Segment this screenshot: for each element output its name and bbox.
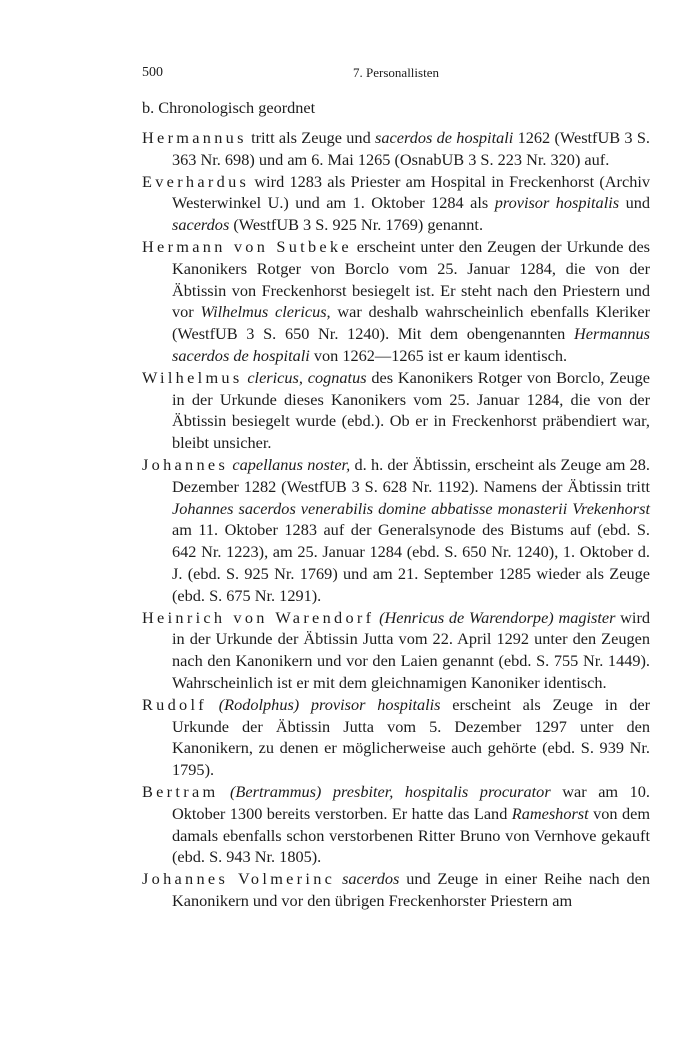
entry-text: war deshalb wahrscheinlich ebenfalls Kleriker (WestfUB 3 S. 650 Nr. 1240). Mit dem obengenannten: [172, 302, 650, 344]
entry-name: Johannes: [142, 454, 229, 474]
entry-name: Hermann von Sutbeke: [142, 236, 352, 256]
entry-text: erscheint unter den Zeugen der Urkunde des Kanonikers Rotger von Borclo vom 25. Januar 1284, die von der Äbtissin von Freckenhorst besiegelt ist. Er steht nach den Priestern und vor: [172, 236, 651, 322]
entry-text: wird in der Urkunde der Äbtissin Jutta vom 22. April 1292 unter den Zeugen nach den Kanonikern und vor den Laien genannt (ebd. S. 755 Nr. 1449). Wahrscheinlich ist er mit dem gleichnamigen Kanoniker identisch.: [172, 607, 651, 692]
entry-text: wird 1283 als Priester am Hospital in Freckenhorst (Archiv Westerwinkel U.) und am 1. Oktober 1284 als: [172, 171, 650, 213]
entry-latin: sacerdos: [172, 215, 230, 235]
entry-latin: capellanus noster,: [232, 454, 351, 474]
entry-wilhelmus: [142, 367, 650, 454]
entry-text: war am 10. Oktober 1300 bereits verstorben. Er hatte das Land: [172, 781, 650, 823]
entry-latin: (Bertrammus) presbiter, hospitalis procurator: [230, 781, 551, 801]
entry-name: Hermannus: [142, 128, 247, 147]
entry-name: Rudolf: [142, 694, 208, 714]
entry-latin: Rameshorst: [511, 803, 589, 823]
running-title: 7. Personallisten: [353, 65, 439, 80]
entry-latin: Hermannus sacerdos de hospitali: [172, 324, 650, 365]
entry-rudolf: [142, 694, 650, 781]
entry-latin: (Rodolphus) provisor hospitalis: [218, 694, 441, 714]
entry-name: Heinrich von Warendorf: [142, 607, 375, 627]
entry-text: am 11. Oktober 1283 auf der Generalsynode des Bistums auf (ebd. S. 642 Nr. 1223), am 25. Januar 1284 (ebd. S. 650 Nr. 1240), 1. Oktober d. J. (ebd. S. 925 Nr. 1769) und am 21. September 1285 wieder als Zeuge (ebd. S. 675 Nr. 1291).: [172, 520, 650, 605]
entry-latin: (Henricus de Warendorpe) magister: [379, 607, 616, 627]
entry-name: Johannes Volmerinc: [142, 869, 336, 889]
entry-list: [142, 127, 650, 912]
entry-text: [218, 782, 230, 801]
entry-text: von dem damals ebenfalls schon verstorbenen Ritter Bruno von Vernhove gekauft (ebd. S. 943 Nr. 1805).: [172, 803, 651, 867]
entry-text: 1262 (WestfUB 3 S. 363 Nr. 698) und am 6. Mai 1265 (OsnabUB 3 S. 223 Nr. 320) auf.: [172, 128, 650, 169]
entry-latin: clericus, cognatus: [247, 367, 367, 387]
entry-text: erscheint als Zeuge in der Urkunde der Äbtissin Jutta vom 5. Dezember 1297 unter den Kanonikern, zu denen er möglicherweise auch gehörte (ebd. S. 939 Nr. 1795).: [172, 694, 650, 780]
entry-hermannus: [142, 127, 650, 171]
entry-latin: Wilhelmus clericus,: [200, 302, 331, 322]
entry-bertram: [142, 781, 650, 868]
entry-latin: sacerdos: [342, 869, 400, 889]
entry-text: von 1262—1265 ist er kaum identisch.: [309, 345, 568, 365]
entry-text: und Zeuge in einer Reihe nach den Kanonikern und vor den übrigen Freckenhorster Priestern am: [172, 869, 651, 910]
entry-name: Wilhelmus: [142, 367, 243, 387]
entry-text: d. h. der Äbtissin, erscheint als Zeuge am 28. Dezember 1282 (WestfUB 3 S. 628 Nr. 1192). Namens der Äbtissin tritt: [172, 454, 651, 496]
entry-latin: provisor hospitalis: [494, 193, 620, 213]
entry-name: Bertram: [142, 781, 219, 801]
entry-everhardus: [142, 171, 650, 236]
entry-latin: Johannes sacerdos venerabilis domine abbatisse monasterii Vrekenhorst: [172, 498, 650, 518]
entry-text: des Kanonikers Rotger von Borclo, Zeuge in der Urkunde dieses Kanonikers vom 25. Januar 1284, die von der Äbtissin besiegelt wurde (ebd.). Ob er in Freckenhorst präbendiert war, bleibt unsicher.: [172, 367, 650, 453]
entry-johannes: [142, 454, 650, 607]
section-heading: b. Chronologisch geordnet: [142, 98, 316, 117]
entry-text: (WestfUB 3 S. 925 Nr. 1769) genannt.: [229, 215, 484, 235]
entry-johannes-volmerinc: [142, 868, 650, 912]
entry-name: Everhardus: [142, 171, 250, 191]
entry-hermann-von-sutbeke: [142, 236, 650, 367]
page-number: 500: [142, 65, 163, 80]
entry-heinrich-von-warendorf: [142, 607, 650, 694]
entry-text: tritt als Zeuge und: [246, 128, 376, 147]
entry-text: und: [619, 193, 650, 213]
entry-latin: sacerdos de hospitali: [375, 128, 514, 147]
entry-text: [207, 695, 219, 714]
running-header: [142, 62, 650, 84]
